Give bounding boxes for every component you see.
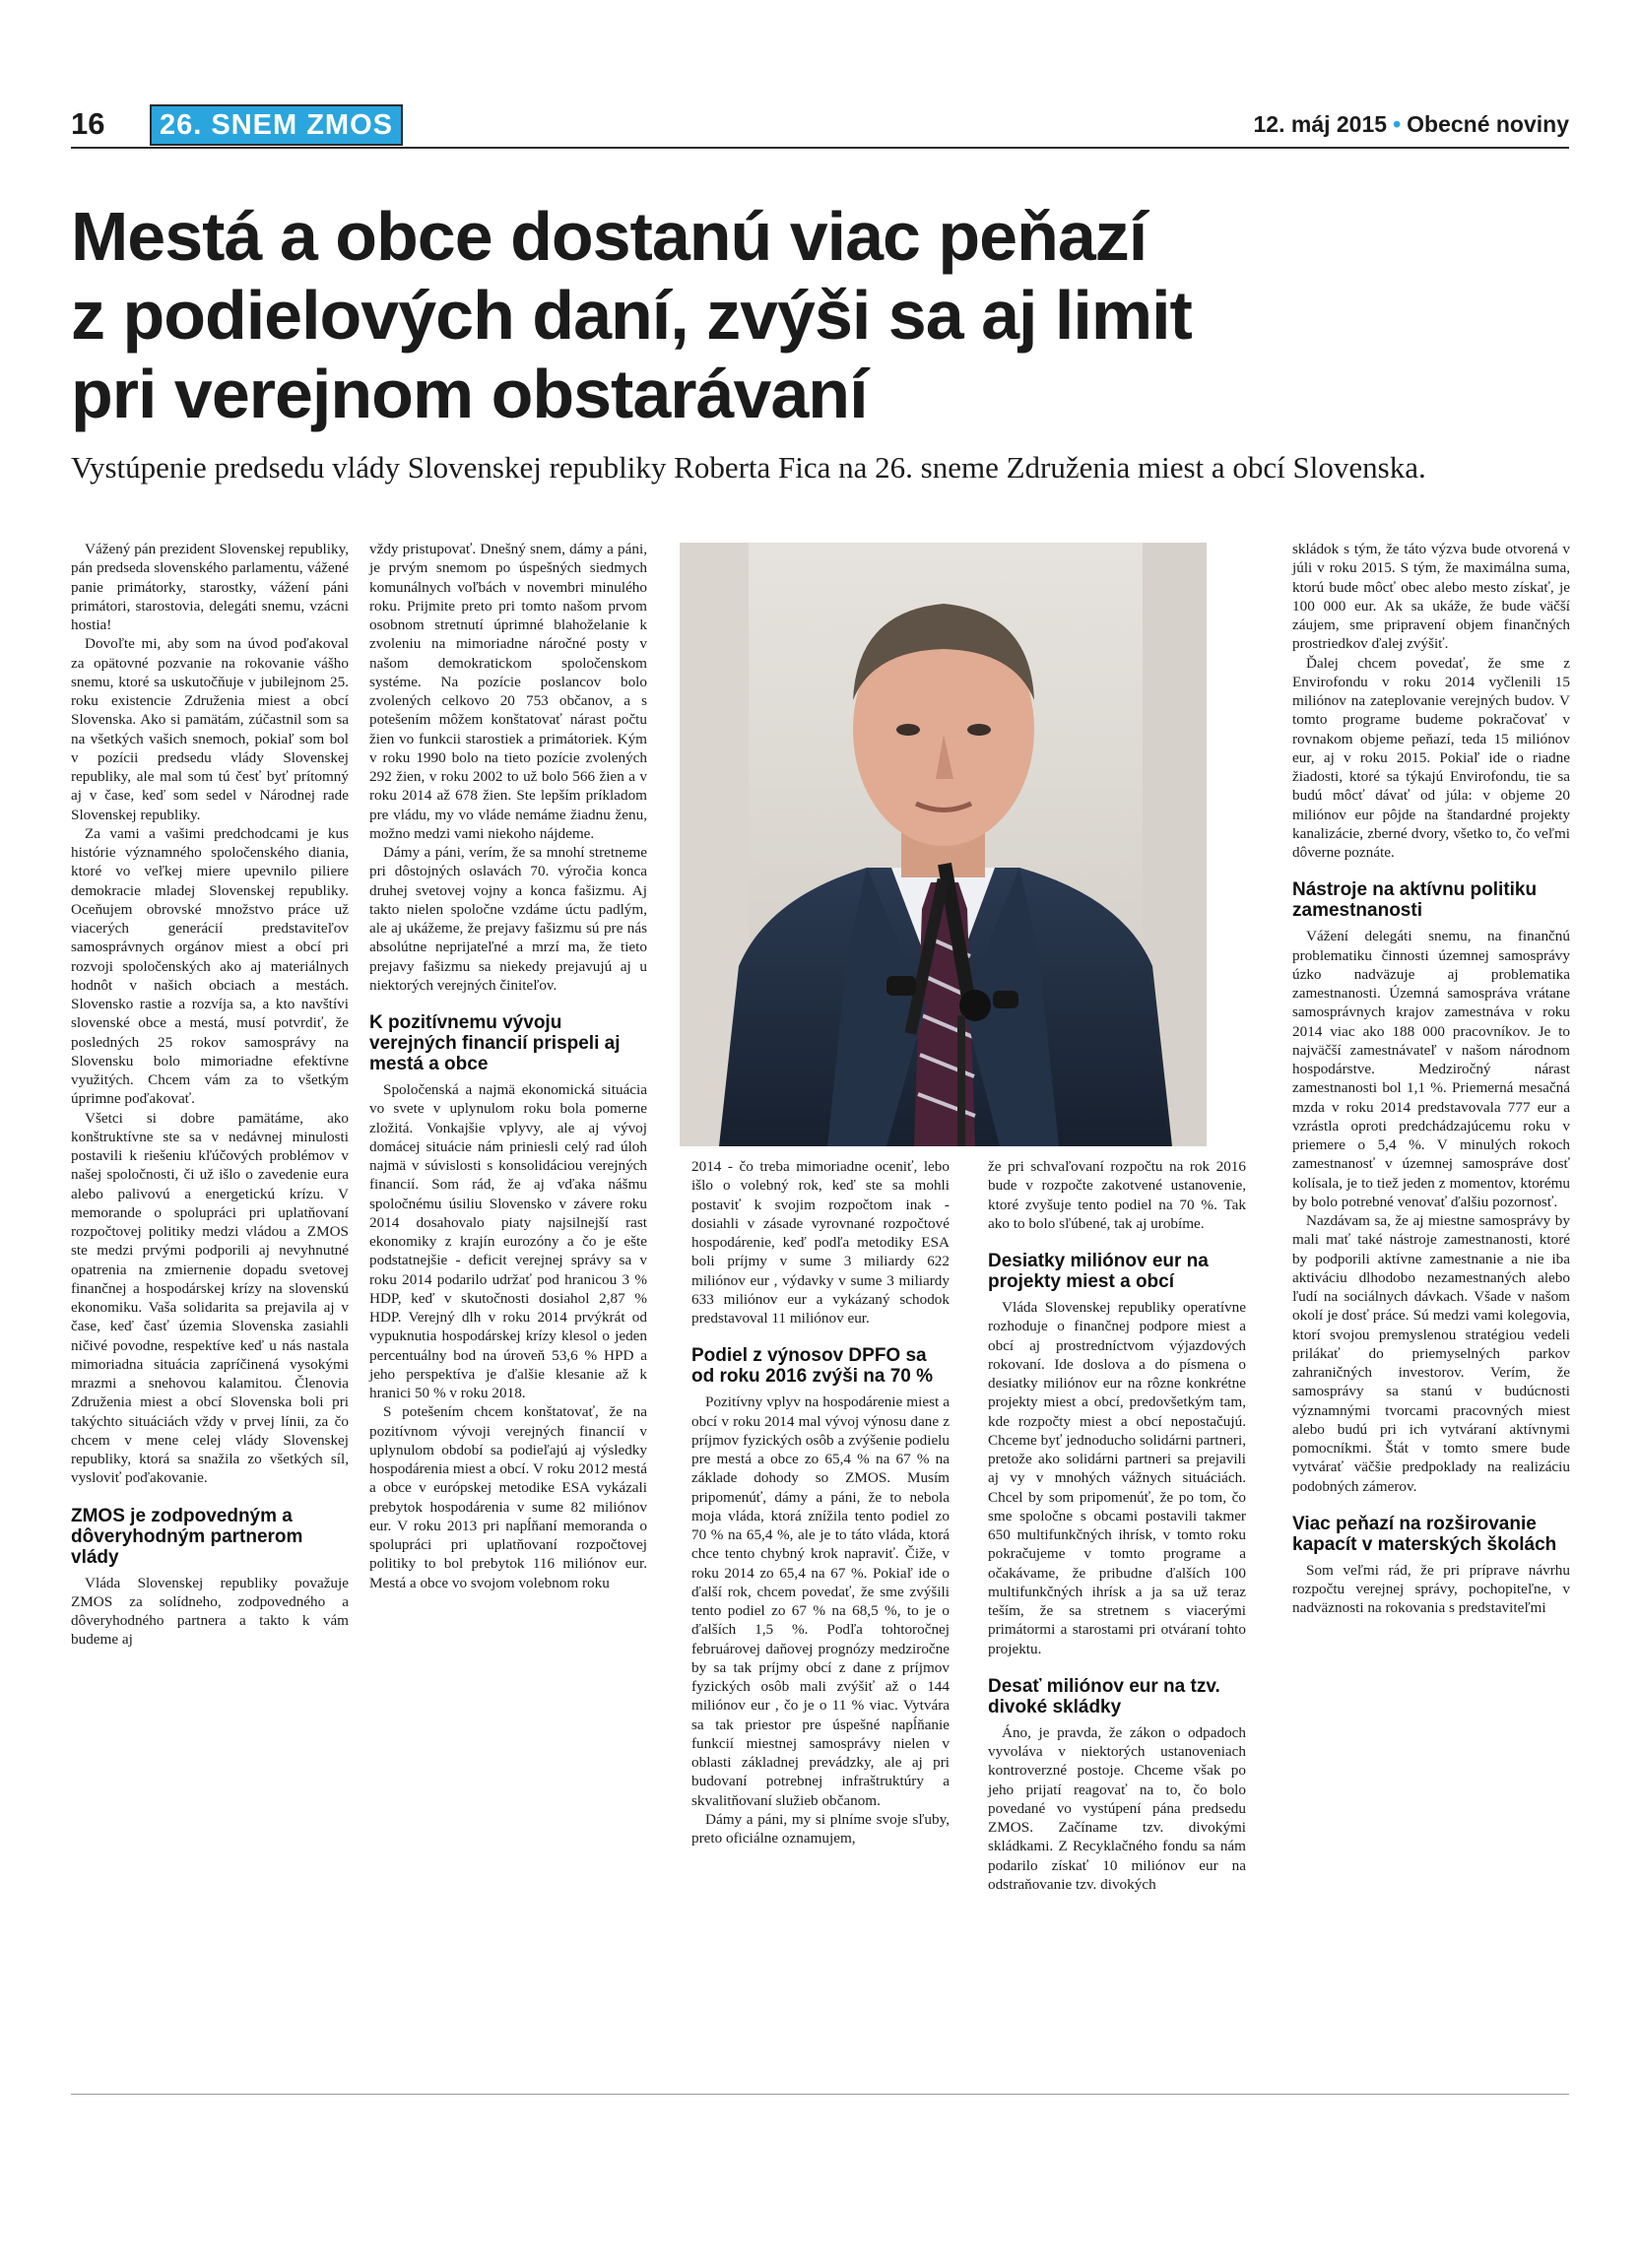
subheading: K pozitívnemu vývoju verejných financií prispeli aj mestá a obce	[369, 1012, 621, 1074]
subheading: Podiel z výnosov DPFO sa od roku 2016 zvýši na 70 %	[691, 1345, 934, 1388]
text-column-3	[691, 1157, 950, 1847]
text-column-1	[71, 540, 349, 1650]
subheading: ZMOS je zodpovedným a dôveryhodným partnerom vlády	[71, 1505, 303, 1568]
paragraph: Dovoľte mi, aby som na úvod poďakoval za opätovné pozvanie na rokovanie vášho snemu, ktoré sa uskutočňuje v jubilejnom 25. roku existencie Združenia miest a obcí Slovenska. Ako si pamätám, zúčastnil som sa na všetkých vašich snemoch, pokiaľ som bol v pozícii predsedu vlády Slovenskej republiky, ale mal som tú česť byť prítomný aj v čase, keď som sedel v Národnej rade Slovenskej republiky.	[71, 635, 349, 823]
paragraph: Pozitívny vplyv na hospodárenie miest a obcí v roku 2014 mal vývoj výnosu dane z príjmov fyzických osôb a zvýšenie podielu pre mestá a obce zo 65,4 % na 67 % na základe dohody so ZMOS. Musím pripomenúť, dámy a páni, že to nebola moja vláda, ktorá znížila tento podiel zo 70 % na 65,4 %, ale je to táto vláda, ktorá chce tento chybný krok napraviť. Čiže, v roku 2014 zo 65,4 na 67 %. Pokiaľ ide o ďalší rok, chcem povedať, že sme zvýšili tento podiel zo 67 % na 68,5 %, to je o ďalších 1,5 %. Podľa tohtoročnej februárovej daňovej prognózy medziročne by sa tak príjmy obcí z dane z príjmov fyzických osôb mali zvýšiť až o 144 miliónov eur , čo je o 11 % viac. Vytvára sa tak priestor pre úspešné napĺňanie funkcií miestnej samosprávy nielen v oblasti základnej prevádzky, ale aj pri budovaní potrebnej infraštruktúry a skvalitňovaní služieb občanom.	[691, 1393, 950, 1809]
title-line: Mestá a obce dostanú viac peňazí	[71, 198, 1148, 275]
paragraph: skládok s tým, že táto výzva bude otvorená v júli v roku 2015. S tým, že maximálna suma, ktorú bude môcť obec alebo mesto získať, je 100 000 eur. Ak sa ukáže, že bude väčší záujem, sme pripravení objem finančných prostriedkov ďalej zvýšiť.	[1292, 541, 1570, 653]
text-column-2	[369, 540, 647, 1592]
paragraph: Vážení delegáti snemu, na finančnú problematiku činnosti územnej samosprávy úzko nadväzuje aj problematika zamestnanosti. Územná samospráva vrátane samosprávnych krajov zamestnáva v roku 2014 viac ako 188 000 pracovníkov. Je to najväčší zamestnávateľ v našom národnom hospodárstve. Medziročný nárast zamestnanosti bol 1,1 %. Priemerná mesačná mzda v roku 2014 predstavovala 777 eur a vzrástla oproti predchádzajúcemu roku v priemere o 5,4 %. V minulých rokoch zamestnanosť v územnej samospráve dosť kolísala, je to tiež jeden z momentov, ktorému by bolo potrebné venovať ďalšiu pozornosť.	[1292, 928, 1570, 1210]
paragraph: Vážený pán prezident Slovenskej republiky, pán predseda slovenského parlamentu, vážené panie primátorky, starostky, vážení páni primátori, starostovia, delegáti snemu, vzácni hostia!	[71, 541, 349, 633]
paragraph: Dámy a páni, verím, že sa mnohí stretneme pri dôstojných oslavách 70. výročia konca druhej svetovej vojny a konca fašizmu. Aj takto nielen spoločne vzdáme úctu padlým, ale aj ukážeme, že prejavy fašizmu sú pre nás absolútne neprijateľné a mrzí ma, že tieto prejavy fašizmu sa niekedy prejavujú aj u niektorých verejných činiteľov.	[369, 844, 647, 994]
speaker-photo	[680, 543, 1207, 1146]
paragraph: Dámy a páni, my si plníme svoje sľuby, preto oficiálne oznamujem,	[691, 1810, 950, 1847]
page-header	[0, 104, 1640, 148]
paragraph: Vláda Slovenskej republiky operatívne rozhoduje o finančnej podpore miest a obcí aj prostredníctvom výjazdových rokovaní. Ide doslova a do písmena o desiatky miliónov eur na rôzne konkrétne projekty miest a obcí, predovšetkým tam, kde rozpočty miest a obcí nepostačujú. Chceme byť jednoducho solidárni partneri, pretože ako solidárni partneri sa prejavili aj vy v mnohých vážnych situáciách. Chcel by som pripomenúť, že po tom, čo sme spoločne s obcami postavili takmer 650 multifunkčných ihrísk, v tomto roku pokračujeme v tomto programe a očakávame, že pribudne ďalších 100 multifunkčných ihrísk a ja sa už teraz teším, že sa stretnem s viacerými primátormi a starostami pri otváraní tohto projektu.	[988, 1299, 1246, 1657]
paragraph: S potešením chcem konštatovať, že na pozitívnom vývoji verejných financií v uplynulom období sa podieľajú aj výsledky hospodárenia miest a obcí. V roku 2012 mestá a obce v európskej metodike ESA vykázali prebytok hospodárenia v sume 82 miliónov eur. V roku 2013 pri napĺňaní memoranda o spolupráci pri uplatňovaní rozpočtovej politiky to bol prebytok 116 miliónov eur. Mestá a obce vo svojom volebnom roku	[369, 1403, 647, 1591]
article-title	[71, 197, 1568, 433]
paragraph: vždy pristupovať. Dnešný snem, dámy a páni, je prvým snemom po úspešných siedmych komunálnych voľbách v novembri minulého roku. Prijmite preto pri tomto našom prvom osobnom stretnutí úprimné blahoželanie k zvoleniu na mimoriadne náročné posty v našom demokratickom spoločenskom systéme. Na pozície poslancov bolo zvolených celkovo 20 753 občanov, a s potešením môžem konštatovať nárast počtu žien vo funkcii starostiek a primátoriek. Kým v roku 1990 bolo na tieto pozície zvolených 292 žien, v roku 2002 to už bolo 566 žien a v roku 2014 až 678 žien. Ste lepším príkladom pre vládu, my vo vláde nemáme žiadnu ženu, možno medzi vami niekoho nájdeme.	[369, 541, 647, 842]
paragraph: Za vami a vašimi predchodcami je kus histórie významného spoločenského diania, ktoré vo veľkej miere upevnilo piliere demokracie mladej Slovenskej republiky. Oceňujem obrovské množstvo práce už viacerých generácií predstaviteľov samosprávnych orgánov miest a obcí pri rozvoji spoločenských ako aj materiálnych hodnôt v našich obciach a mestách. Slovensko rastie a rozvíja sa, a kto navštívi slovenské obce a mestá, musí potvrdiť, že posledných 25 rokov samosprávy na Slovensku bolo mimoriadne efektívne využitých. Chcem vám za to všetkým úprimne poďakovať.	[71, 824, 349, 1108]
subheading: Nástroje na aktívnu politiku zamestnanosti	[1292, 879, 1538, 922]
separator-bullet: •	[1393, 111, 1402, 137]
subheading: Viac peňazí na rozširovanie kapacít v materských školách	[1292, 1513, 1557, 1555]
paragraph: 2014 - čo treba mimoriadne oceniť, lebo išlo o volebný rok, keď ste sa mohli postaviť k svojim rozpočtom inak - dosiahli v zásade vyrovnané rozpočtové hospodárenie, keď podľa metodiky ESA boli príjmy v sume 3 miliardy 622 miliónov eur , výdavky v sume 3 miliardy 633 miliónov eur a vykázaný schodok predstavoval 11 miliónov eur.	[691, 1158, 950, 1327]
paragraph: Nazdávam sa, že aj miestne samosprávy by mali mať také nástroje zamestnanosti, ktoré by podporili aktívne zamestnanie a nie iba aktiváciu dlhodobo nezamestnaných alebo ľudí na sociálnych dávkach. Všade v našom okolí je dosť práce. Sú medzi vami kolegovia, ktorí svojou premyslenou stratégiou vedeli prilákať do priemyselných parkov zahraničných investorov. Verím, že samosprávy sa stanú v budúcnosti významnými tvorcami pracovných miest alebo budú pri ich vytváraní aktívnymi pomocníkmi. Štát v tomto smere bude vytvárať väčšie predpoklady na realizáciu podobných zámerov.	[1292, 1212, 1570, 1495]
subheading: Desiatky miliónov eur na projekty miest a obcí	[988, 1251, 1209, 1292]
footer-divider	[71, 2094, 1569, 2095]
paragraph: Vláda Slovenskej republiky považuje ZMOS za solídneho, zodpovedného a dôveryhodného partnera a takto k vám budeme aj	[71, 1574, 349, 1649]
text-column-4	[988, 1157, 1246, 1894]
paragraph: že pri schvaľovaní rozpočtu na rok 2016 bude v rozpočte zakotvené ustanovenie, ktoré zvyšuje tento podiel na 70 %. Tak ako to bolo sľúbené, tak aj urobíme.	[988, 1158, 1246, 1232]
subheading: Desať miliónov eur na tzv. divoké skládky	[988, 1675, 1220, 1717]
paragraph: Áno, je pravda, že zákon o odpadoch vyvoláva v niektorých ustanoveniach kontroverzné postoje. Chceme však po jeho prijatí reagovať na to, čo bolo povedané vo vystúpení pána predsedu ZMOS. Začíname tzv. divokými skládkami. Z Recyklačného fondu sa nám podarilo získať 10 miliónov eur na odstraňovanie tzv. divokých	[988, 1723, 1246, 1893]
paragraph: Všetci si dobre pamätáme, ako konštruktívne ste sa v nedávnej minulosti postavili k riešeniu kľúčových problémov v našej spoločnosti, či už išlo o zavedenie eura alebo palivovú a energetickú krízu. V memorande o spolupráci pri uplatňovaní rozpočtovej politiky medzi vládou a ZMOS ste medzi prvými podporili aj nevyhnutné opatrenia na zmiernenie dopadu svetovej finančnej a hospodárskej krízy na slovenskú ekonomiku. Vaša solidarita sa prejavila aj v čase, keď časť územia Slovenska zasiahli ničivé povodne, respektíve keď u nás nastala mimoriadna situácia zapríčinená vysokými mrazmi a snehovou kalamitou. Členovia Združenia miest a obcí Slovenska boli pri takýchto situáciách vždy v prvej línii, za čo chcem v mene celej vlády Slovenskej republiky, ktorá sa snažila zo všetkých síl, vysloviť poďakovanie.	[71, 1109, 349, 1487]
text-column-5	[1292, 540, 1570, 1618]
issue-date: 12. máj 2015	[1253, 111, 1388, 137]
title-line: z podielových daní, zvýši sa aj limit	[71, 277, 1192, 354]
header-divider	[71, 147, 1569, 149]
paragraph: Ďalej chcem povedať, že sme z Envirofondu v roku 2014 vyčlenili 15 miliónov na zateplovanie verejných budov. V tomto programe budeme pokračovať v rovnakom objeme peňazí, teda 15 miliónov eur, aj v roku 2015. Pokiaľ ide o riadne žiadosti, ktoré sa týkajú Envirofondu, tie sa budú môcť dávať od júla: v objeme 20 miliónov eur pôjde na štandardné projekty kanalizácie, zberné dvory, všetko to, čo veľmi dôverne poznáte.	[1292, 654, 1570, 861]
paragraph: Spoločenská a najmä ekonomická situácia vo svete v uplynulom roku bola pomerne zložitá. Vonkajšie vplyvy, ale aj vývoj domácej situácie nám priniesli celý rad úloh najmä v súvislosti s konsolidáciou verejných financií. Som rád, že aj vďaka nášmu spoločnému úsiliu Slovensko v závere roku 2014 dosahovalo piaty najsilnejší rast ekonomiky z krajín eurozóny a čo je ešte podstatnejšie - deficit verejnej správy sa v roku 2014 podarilo udržať pod hranicou 3 % HDP, keď v skutočnosti dosiahol 2,87 % HDP. Verejný dlh v roku 2014 prvýkrát od vypuknutia hospodárskej krízy klesol o jeden percentuálny bod na úroveň 53,6 % HPD a jeho perspektíva je ďalšie klesanie až k hranici 50 % v roku 2018.	[369, 1081, 647, 1401]
publication-name: Obecné noviny	[1407, 111, 1569, 137]
title-line: pri verejnom obstarávaní	[71, 356, 868, 432]
page-number: 16	[71, 106, 105, 141]
article-lead: Vystúpenie predsedu vlády Slovenskej republiky Roberta Fica na 26. sneme Združenia miest a obcí Slovenska.	[71, 450, 1426, 485]
issue-info	[1254, 104, 1570, 144]
section-label: 26. SNEM ZMOS	[150, 104, 403, 146]
paragraph: Som veľmi rád, že pri príprave návrhu rozpočtu verejnej správy, pochopiteľne, v nadväznosti na rokovania s predstaviteľmi	[1292, 1561, 1570, 1617]
